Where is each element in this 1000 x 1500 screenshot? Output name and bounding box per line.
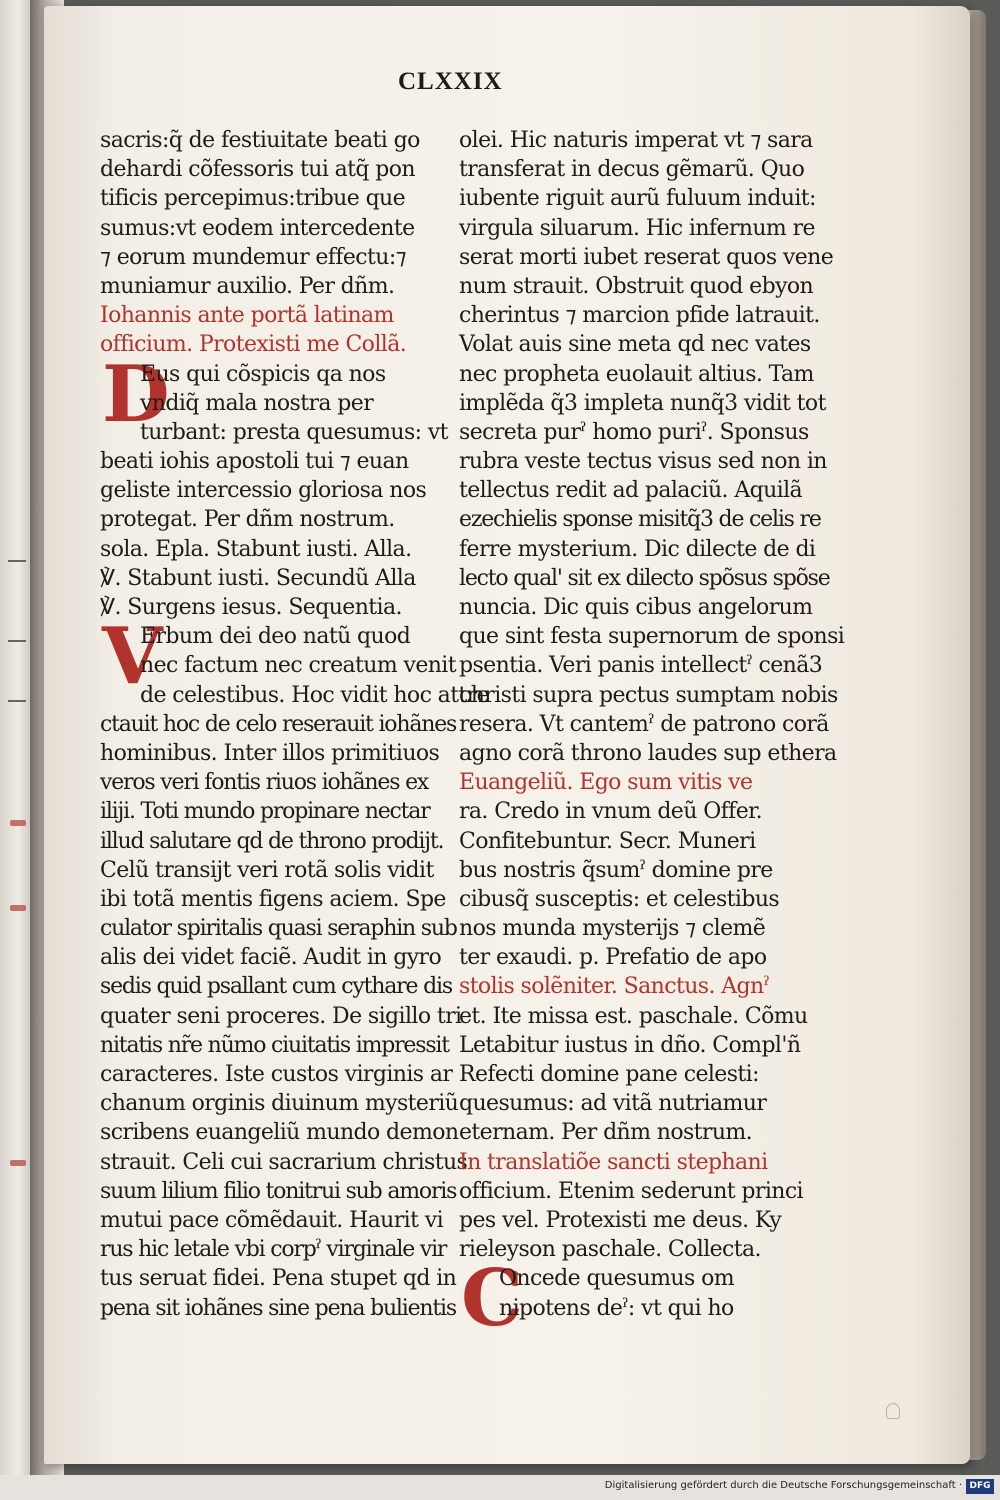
text-line: hominibus. Inter illos primitiuos	[100, 740, 440, 766]
text-line: sola. Epla. Stabunt iusti. Alla.	[100, 536, 412, 562]
text-line: ℣. Surgens iesus. Sequentia.	[100, 595, 402, 620]
text-line: rubra veste tectus visus sed non in	[459, 449, 827, 475]
text-line: suum lilium filio tonitrui sub amoris	[100, 1178, 457, 1204]
text-line: Confitebuntur. Secr. Muneri	[459, 828, 756, 854]
text-line: pena sit iohãnes sine pena bulientis	[100, 1295, 456, 1321]
text-line: nitatis nr̃e nũmo ciuitatis impressit	[100, 1032, 449, 1058]
text-line: veros veri fontis riuos iohãnes ex	[100, 770, 429, 796]
decorated-initial: V	[102, 611, 163, 703]
text-line: sedis quid psallant cum cythare dis	[100, 974, 452, 1000]
text-line: iliji. Toti mundo propinare nectar	[100, 799, 430, 825]
initial-block	[459, 1253, 799, 1345]
text-line: Volat auis sine meta qd nec vates	[459, 332, 811, 358]
text-line: eternam. Per dñm nostrum.	[459, 1120, 753, 1146]
text-line: olei. Hic naturis imperat vt ⁊ sara	[459, 128, 813, 153]
text-line: secreta purˀ homo puriˀ. Sponsus	[459, 419, 809, 445]
text-line: ra. Credo in vnum deũ Offer.	[459, 799, 763, 825]
text-line: quater seni proceres. De sigillo tri	[100, 1003, 462, 1029]
decorated-initial: D	[102, 348, 170, 440]
right-text-column	[459, 126, 845, 1345]
text-line: Celũ transijt veri rotã solis vidit	[100, 857, 434, 883]
text-line: ibi totã mentis figens aciem. Spe	[100, 886, 446, 912]
folio-number: CLXXIX	[398, 68, 503, 95]
text-line: sumus:vt eodem intercedente	[100, 215, 415, 241]
text-line: Refecti domine pane celesti:	[459, 1062, 759, 1087]
text-line: ℣. Stabunt iusti. Secundũ Alla	[100, 565, 416, 591]
text-line: ⁊ eorum mundemur effectu:⁊	[100, 244, 406, 270]
text-line: Eus qui cõspicis qa nos	[140, 361, 386, 387]
text-line: ctauit hoc de celo reserauit iohãnes	[100, 711, 457, 737]
funding-credit: Digitalisierung gefördert durch die Deutsche Forschungsgemeinschaft ·	[604, 1480, 962, 1491]
text-line: transferat in decus gẽmarũ. Quo	[459, 157, 805, 183]
text-line: tus seruat fidei. Pena stupet qd in	[100, 1266, 457, 1292]
text-line: lecto qual' sit ex dilecto spõsus spõse	[459, 565, 830, 591]
text-line: num strauit. Obstruit quod ebyon	[459, 273, 814, 299]
text-line: rieleyson paschale. Collecta.	[459, 1237, 761, 1263]
text-line: dehardi cõfessoris tui atq̃ pon	[100, 157, 415, 183]
left-text-column	[100, 126, 490, 1323]
text-line: ferre mysterium. Dic dilecte de di	[459, 536, 816, 562]
text-line: scribens euangeliũ mundo demon	[100, 1120, 459, 1146]
text-line: chanum orginis diuinum mysteriũ	[100, 1091, 459, 1117]
text-line: serat morti iubet reserat quos vene	[459, 244, 834, 270]
text-line: nipotens deˀ: vt qui ho	[499, 1295, 734, 1321]
text-line: resera. Vt cantemˀ de patrono corã	[459, 711, 829, 737]
library-stamp-mark	[886, 1403, 900, 1419]
text-line: alis dei videt faciẽ. Audit in gyro	[100, 945, 442, 971]
text-line: nuncia. Dic quis cibus angelorum	[459, 595, 813, 620]
text-line: nos munda mysterijs ⁊ clemẽ	[459, 916, 766, 942]
rubric-line: officium. Protexisti me Collã.	[100, 332, 407, 358]
text-line: geliste intercessio gloriosa nos	[100, 478, 427, 504]
text-line: agno corã throno laudes sup ethera	[459, 740, 837, 766]
text-line: Letabitur iustus in dño. Compl'ñ	[459, 1032, 801, 1058]
text-line: protegat. Per dñm nostrum.	[100, 507, 395, 533]
text-line: bus nostris q̃sumˀ domine pre	[459, 857, 773, 883]
text-line: et. Ite missa est. paschale. Cõmu	[459, 1003, 808, 1029]
text-line: ter exaudi. p. Prefatio de apo	[459, 945, 767, 971]
text-line: nec factum nec creatum venit	[140, 653, 456, 679]
text-line: turbant: presta quesumus: vt	[140, 419, 448, 445]
text-line: tellectus redit ad palaciũ. Aquilã	[459, 478, 803, 504]
text-line: quesumus: ad vitã nutriamur	[459, 1091, 767, 1117]
text-line: Erbum dei deo natũ quod	[140, 624, 411, 650]
text-line: christi supra pectus sumptam nobis	[459, 682, 838, 708]
text-line: cibusq̃ susceptis: et celestibus	[459, 886, 780, 912]
footer-bar	[0, 1475, 1000, 1500]
text-line: Oncede quesumus om	[499, 1266, 734, 1292]
text-line: culator spiritalis quasi seraphin sub	[100, 916, 457, 942]
text-line: nec propheta euolauit altius. Tam	[459, 361, 814, 387]
text-line: implẽda q̃3 impleta nunq̃3 vidit tot	[459, 390, 826, 416]
text-line: tificis percepimus:tribue que	[100, 186, 406, 212]
text-line: iubente riguit aurũ fuluum induit:	[459, 186, 816, 212]
text-line: rus hic letale vbi corpˀ virginale vir	[100, 1237, 447, 1263]
rubric-line: stolis solẽniter. Sanctus. Agnˀ	[459, 974, 770, 1000]
text-line: que sint festa supernorum de sponsi	[459, 624, 845, 650]
text-line: virgula siluarum. Hic infernum re	[459, 215, 815, 241]
text-line: vndiq̃ mala nostra per	[140, 390, 374, 416]
text-line: sacris:q̃ de festiuitate beati go	[100, 128, 420, 153]
dfg-logo: DFG	[966, 1479, 994, 1494]
text-line: beati iohis apostoli tui ⁊ euan	[100, 449, 409, 475]
text-line: illud salutare qd de throno prodijt.	[100, 828, 444, 854]
text-line: ezechielis sponse misitq̃3 de celis re	[459, 507, 821, 533]
text-line: de celestibus. Hoc vidit hoc attre	[140, 682, 490, 708]
text-line: cherintus ⁊ marcion pfide latrauit.	[459, 303, 820, 329]
decorated-initial: C	[461, 1253, 524, 1345]
rubric-line: In translatiõe sancti stephani	[459, 1149, 768, 1175]
text-line: psentia. Veri panis intellectˀ cenã3	[459, 653, 823, 679]
text-line: officium. Etenim sederunt princi	[459, 1178, 803, 1204]
text-line: mutui pace cõmẽdauit. Haurit vi	[100, 1207, 444, 1233]
text-line: muniamur auxilio. Per dñm.	[100, 273, 395, 299]
rubric-line: Euangeliũ. Ego sum vitis ve	[459, 770, 753, 796]
text-line: pes vel. Protexisti me deus. Ky	[459, 1207, 782, 1233]
text-line: strauit. Celi cui sacrarium christus	[100, 1149, 468, 1175]
text-line: caracteres. Iste custos virginis ar	[100, 1062, 453, 1087]
rubric-line: Iohannis ante portã latinam	[100, 303, 394, 329]
